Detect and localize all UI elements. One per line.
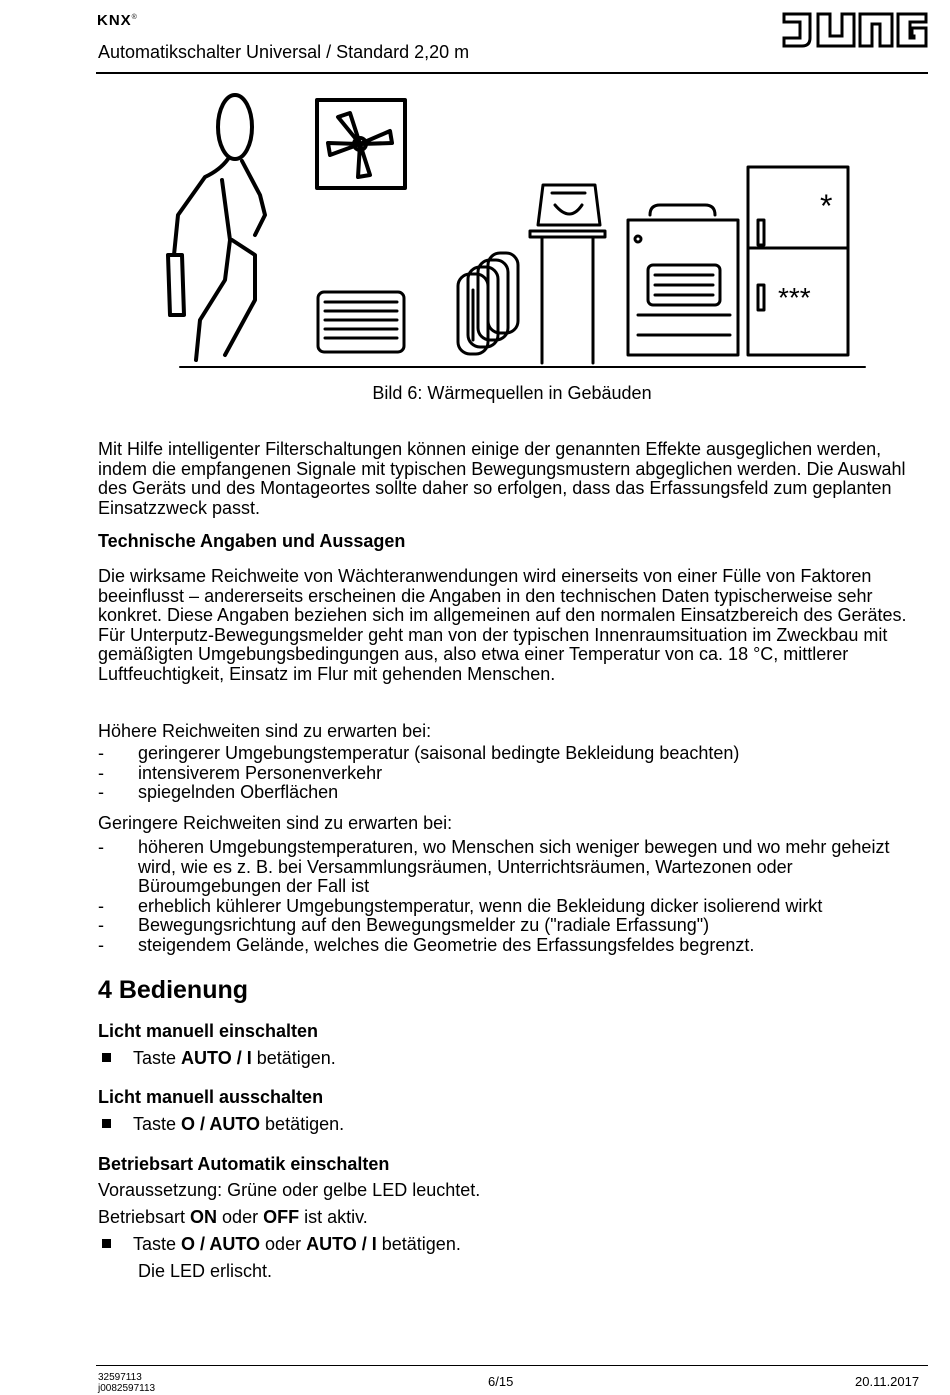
precondition-text: oder — [217, 1207, 264, 1227]
heading-light-off: Licht manuell ausschalten — [98, 1087, 324, 1107]
dash-marker: - — [98, 934, 104, 955]
list-item-text: steigendem Gelände, welches die Geometrie des Erfassungsfeldes begrenzt. — [138, 934, 755, 955]
list-item — [98, 744, 928, 764]
precondition-mode — [98, 1208, 928, 1228]
figure-caption: Bild 6: Wärmequellen in Gebäuden — [372, 383, 652, 403]
coffee-machine — [530, 185, 605, 363]
paragraph-filter: Mit Hilfe intelligenter Filterschaltungen können einige der genannten Effekte ausgeglichen werden, indem die empfangenen Signale mit typischen Bewegungsmustern abgeglichen werden. Die Auswahl des Geräts und des Montageortes sollte daher so erfolgen, dass das Erfassungsfeld zum geplanten Einsatzzweck passt. — [98, 439, 906, 518]
doc-code: 32597113 — [98, 1372, 142, 1383]
step-light-off — [98, 1114, 344, 1135]
list-item — [98, 783, 928, 803]
list-item-text: intensiverem Personenverkehr — [138, 762, 383, 783]
step-text: Taste — [133, 1114, 182, 1134]
dash-marker: - — [98, 895, 104, 916]
dash-marker: - — [98, 782, 104, 802]
heading-light-on: Licht manuell einschalten — [98, 1021, 319, 1041]
heat-sources-illustration — [160, 85, 870, 380]
step-text: oder — [260, 1234, 307, 1254]
heater-grille — [318, 292, 404, 352]
dash-marker: - — [98, 915, 104, 935]
heat-sources-drawing — [160, 85, 870, 375]
oven — [628, 205, 738, 355]
footer-rule — [96, 1365, 928, 1366]
step-text: betätigen. — [251, 1048, 336, 1068]
section-title: 4 Bedienung — [98, 976, 249, 1004]
freezer-upper-label: * — [820, 188, 833, 224]
dash-marker: - — [98, 743, 104, 763]
dash-marker: - — [98, 762, 104, 783]
step-result: Die LED erlischt. — [138, 1261, 273, 1281]
precondition-text: Betriebsart — [98, 1207, 191, 1227]
mode-off-label: OFF — [263, 1207, 300, 1227]
precondition-led: Voraussetzung: Grüne oder gelbe LED leuchtet. — [98, 1180, 481, 1200]
jung-brand-logo — [780, 8, 930, 55]
step-text: Taste — [133, 1234, 182, 1254]
paragraph-range: Die wirksame Reichweite von Wächteranwendungen wird einerseits von einer Fülle von Faktoren beeinflusst – andererseits erscheinen die Angaben in den technischen Daten typischerweise sehr konkret. Diese Angaben beziehen sich im allgemeinen auf den normalen Einsatzbereich des Gerätes. Für Unterputz-Bewegungsmelder geht man von der typischen Innenraumsituation im Zweckbau mit gemäßigten Umgebungsbedingungen aus, also etwa einer Temperatur von ca. 18 °C, mittlerer Luftfeuchtigkeit, Einsatz im Flur mit gehenden Menschen. — [98, 566, 907, 684]
bullet-square-icon — [102, 1053, 111, 1062]
page-number: 6/15 — [488, 1374, 514, 1389]
radiator — [458, 253, 518, 354]
footer-codes — [98, 1372, 155, 1394]
dash-marker: - — [98, 837, 104, 857]
heading-auto-mode: Betriebsart Automatik einschalten — [98, 1154, 390, 1174]
list-item — [98, 897, 928, 917]
step-text: betätigen. — [260, 1114, 345, 1134]
list-item — [98, 764, 928, 784]
step-text: betätigen. — [376, 1234, 461, 1254]
step-light-on — [98, 1048, 336, 1069]
list-item-text: erheblich kühlerer Umgebungstemperatur, wenn die Bekleidung dicker isolierend wirkt — [138, 895, 823, 916]
person-figure — [168, 95, 265, 360]
list-item — [98, 916, 928, 936]
list-item-text: Bewegungsrichtung auf den Bewegungsmelder zu ("radiale Erfassung") — [138, 915, 710, 935]
knx-logo-text: KNX — [97, 12, 132, 29]
list-item-text: geringerer Umgebungstemperatur (saisonal bedingte Bekleidung beachten) — [138, 743, 740, 763]
lower-range-list — [98, 838, 928, 955]
doc-id: j0082597113 — [98, 1383, 156, 1394]
list-item — [98, 838, 928, 897]
key-label: AUTO / I — [181, 1048, 252, 1068]
fridge-freezer — [748, 167, 848, 355]
fan-box — [317, 100, 405, 188]
key-label: O / AUTO — [181, 1234, 261, 1254]
footer-date: 20.11.2017 — [855, 1374, 920, 1389]
bullet-square-icon — [102, 1119, 111, 1128]
lower-range-intro: Geringere Reichweiten sind zu erwarten bei: — [98, 813, 453, 833]
heading-technical: Technische Angaben und Aussagen — [98, 531, 406, 551]
list-item-text: höheren Umgebungstemperaturen, wo Menschen sich weniger bewegen und wo mehr geheizt wird, wie es z. B. bei Versammlungsräumen, Unterrichtsräumen, Wartezonen oder Büroumgebungen der Fall ist — [138, 837, 890, 896]
step-text: Taste — [133, 1048, 182, 1068]
list-item — [98, 936, 928, 956]
mode-on-label: ON — [190, 1207, 218, 1227]
step-auto-mode — [98, 1234, 461, 1255]
knx-logo — [97, 12, 138, 29]
list-item-text: spiegelnden Oberflächen — [138, 782, 339, 802]
freezer-lower-label: *** — [778, 282, 811, 313]
document-subtitle: Automatikschalter Universal / Standard 2,20 m — [98, 42, 470, 62]
higher-range-intro: Höhere Reichweiten sind zu erwarten bei: — [98, 721, 432, 741]
key-label: AUTO / I — [306, 1234, 377, 1254]
jung-logo-graphic — [780, 8, 930, 50]
key-label: O / AUTO — [181, 1114, 261, 1134]
bullet-square-icon — [102, 1239, 111, 1248]
registered-mark: ® — [131, 14, 138, 21]
precondition-text: ist aktiv. — [299, 1207, 368, 1227]
header-rule — [96, 72, 928, 74]
higher-range-list — [98, 744, 928, 803]
